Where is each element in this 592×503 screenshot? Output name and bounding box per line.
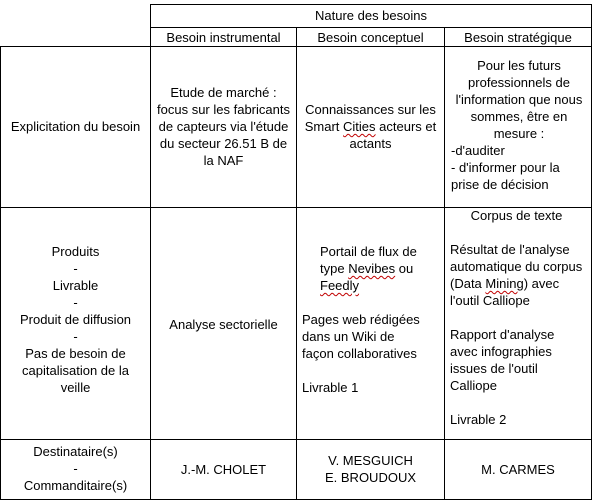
text-fragment: Résultat de l'analyse automatique du corpus (Data <box>450 242 583 291</box>
cell-destinataire-conceptuel <box>297 452 444 486</box>
table-border-top <box>150 4 592 5</box>
label-line: Produits <box>51 244 100 259</box>
header-divider <box>150 27 592 28</box>
header-group-title: Nature des besoins <box>314 8 427 23</box>
header-col-instrumental: Besoin instrumental <box>166 30 281 45</box>
strategique-para-rapport: Rapport d'analyse avec infographies issues de l'outil Calliope <box>450 327 555 393</box>
cell-produits-conceptuel <box>297 243 444 396</box>
spellcheck-word: Feedly <box>320 278 360 293</box>
paragraph-gap <box>302 362 428 379</box>
label-line: - <box>73 261 78 276</box>
spellcheck-word: Mining <box>485 276 524 291</box>
cell-explicitation-strategique <box>445 57 591 193</box>
header-col-conceptuel: Besoin conceptuel <box>317 30 424 45</box>
col-divider-1 <box>150 4 151 500</box>
cell-destinataire-instrumental: J.-M. CHOLET <box>180 462 267 477</box>
text-fragment: Connaissances sur les Smart <box>304 102 436 134</box>
cell-explicitation-instrumental: Etude de marché : focus sur les fabricants de capteurs via l'étude du secteur 26.51 B de la NAF <box>157 85 290 168</box>
paragraph-gap <box>450 394 583 411</box>
cell-destinataire-strategique: M. CARMES <box>481 462 555 477</box>
conceptuel-para-pages: Pages web rédigées dans un Wiki de façon collaboratives <box>302 312 420 361</box>
row-label-destinataire <box>1 443 150 494</box>
cell-produits-instrumental: Analyse sectorielle <box>169 317 278 332</box>
text-fragment: acteurs et actants <box>349 119 437 151</box>
label-line: Destinataire(s) <box>33 444 118 459</box>
spellcheck-word: Nevibes <box>348 261 396 276</box>
strategique-livrable: Livrable 2 <box>450 412 507 427</box>
name-line: V. MESGUICH <box>328 453 413 468</box>
spellcheck-word: Cities <box>343 119 376 134</box>
cell-explicitation-conceptuel <box>297 101 444 152</box>
paragraph-gap <box>450 309 583 326</box>
strategique-item: - d'informer pour la prise de décision <box>451 160 560 192</box>
paragraph-gap <box>450 224 583 241</box>
label-line: - <box>73 329 78 344</box>
conceptuel-livrable: Livrable 1 <box>302 380 359 395</box>
row-label-produits <box>1 243 150 396</box>
text-fragment: ) avec l'outil Calliope <box>450 276 560 308</box>
label-line: - <box>73 295 78 310</box>
label-line: Pas de besoin de capitalisation de la veille <box>22 346 129 395</box>
conceptuel-para-portail <box>302 243 428 294</box>
label-line: Livrable <box>52 278 99 293</box>
label-line: Produit de diffusion <box>19 312 132 327</box>
strategique-para-resultat <box>450 241 583 309</box>
text-fragment: Portail de flux de type <box>320 244 417 276</box>
header-col-strategique: Besoin stratégique <box>464 30 572 45</box>
row-label-explicitation: Explicitation du besoin <box>10 119 141 134</box>
name-line: E. BROUDOUX <box>324 470 416 485</box>
text-fragment: ou <box>395 261 414 276</box>
label-line: - <box>73 461 78 476</box>
strategique-intro: Pour les futurs professionnels de l'information que nous sommes, être en mesure : <box>455 58 583 141</box>
cell-produits-strategique <box>445 207 591 428</box>
label-line: Commanditaire(s) <box>23 478 128 493</box>
strategique-item: -d'auditer <box>451 143 505 158</box>
paragraph-gap <box>302 294 428 311</box>
strategique-title: Corpus de texte <box>470 208 563 223</box>
